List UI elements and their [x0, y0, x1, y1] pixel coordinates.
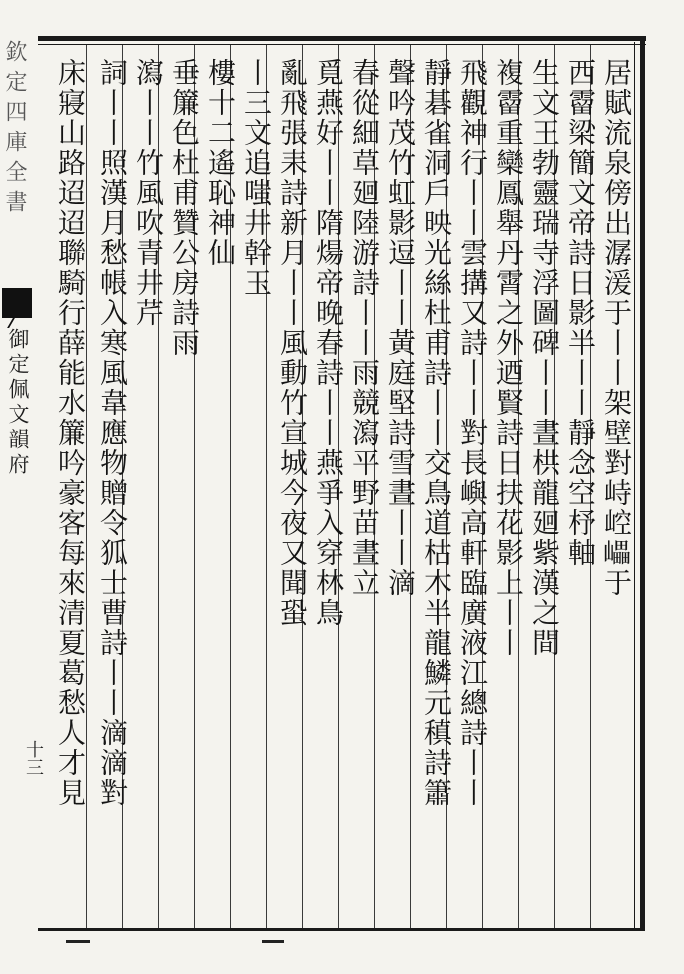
text-column: 複霤重欒鳳舉丹霄之外迺賢詩日扶花影上丨丨	[492, 58, 525, 658]
text-column: 樓十二遙恥神仙	[204, 58, 237, 268]
frame-right-inner-line	[634, 42, 635, 928]
fishtail-mark	[2, 288, 32, 318]
text-column: 西霤梁簡文帝詩日影半丨丨靜念空杼軸	[564, 58, 597, 568]
text-column: 生文王勃靈瑞寺浮圖碑丨丨晝栱龍廻紫漢之間	[528, 58, 561, 658]
text-column: 丨三文追嗤井幹玉	[240, 58, 273, 298]
book-title: 御定佩文韻府	[6, 328, 30, 478]
text-column: 聲吟茂竹虹影逗丨丨黃庭堅詩雪晝丨丨滴	[384, 58, 417, 598]
spine-fragment-text: 欽定四庫全書	[2, 40, 27, 220]
bottom-mark	[262, 940, 284, 943]
text-column: 床寢山路迢迢聯騎行薛能水簾吟豪客每來清夏葛愁人才見	[54, 58, 87, 808]
text-column: 春從細草廻陸游詩丨丨雨競瀉平野苗晝立	[348, 58, 381, 598]
text-column: 飛觀神行丨丨雲搆又詩丨丨對長嶼高軒臨廣液江總詩丨丨	[456, 58, 489, 808]
text-column: 詞丨丨照漢月愁帳入寒風韋應物贈令狐士曹詩丨丨滴滴對	[96, 58, 129, 808]
text-column: 居賦流泉傍出潺湲于丨丨架壁對峙崆𡾊于	[600, 58, 633, 598]
frame-bottom-border	[38, 928, 642, 931]
frame-top-border	[38, 36, 646, 41]
fishtail-notch	[7, 318, 35, 328]
folio-number: 十三	[23, 740, 44, 776]
text-column: 靜碁雀洞戶映光絲杜甫詩丨丨交鳥道枯木半龍鱗元稹詩簫	[420, 58, 453, 808]
text-column: 垂簾色杜甫贊公房詩雨	[168, 58, 201, 358]
text-column: 瀉丨丨竹風吹青井芹	[132, 58, 165, 328]
text-column: 亂飛張耒詩新月丨丨風動竹宣城今夜又聞蛩	[276, 58, 309, 628]
text-column: 覓燕好丨丨隋煬帝晚春詩丨丨燕爭入穿林鳥	[312, 58, 345, 628]
bottom-mark	[66, 940, 90, 943]
frame-right-border	[640, 36, 645, 931]
